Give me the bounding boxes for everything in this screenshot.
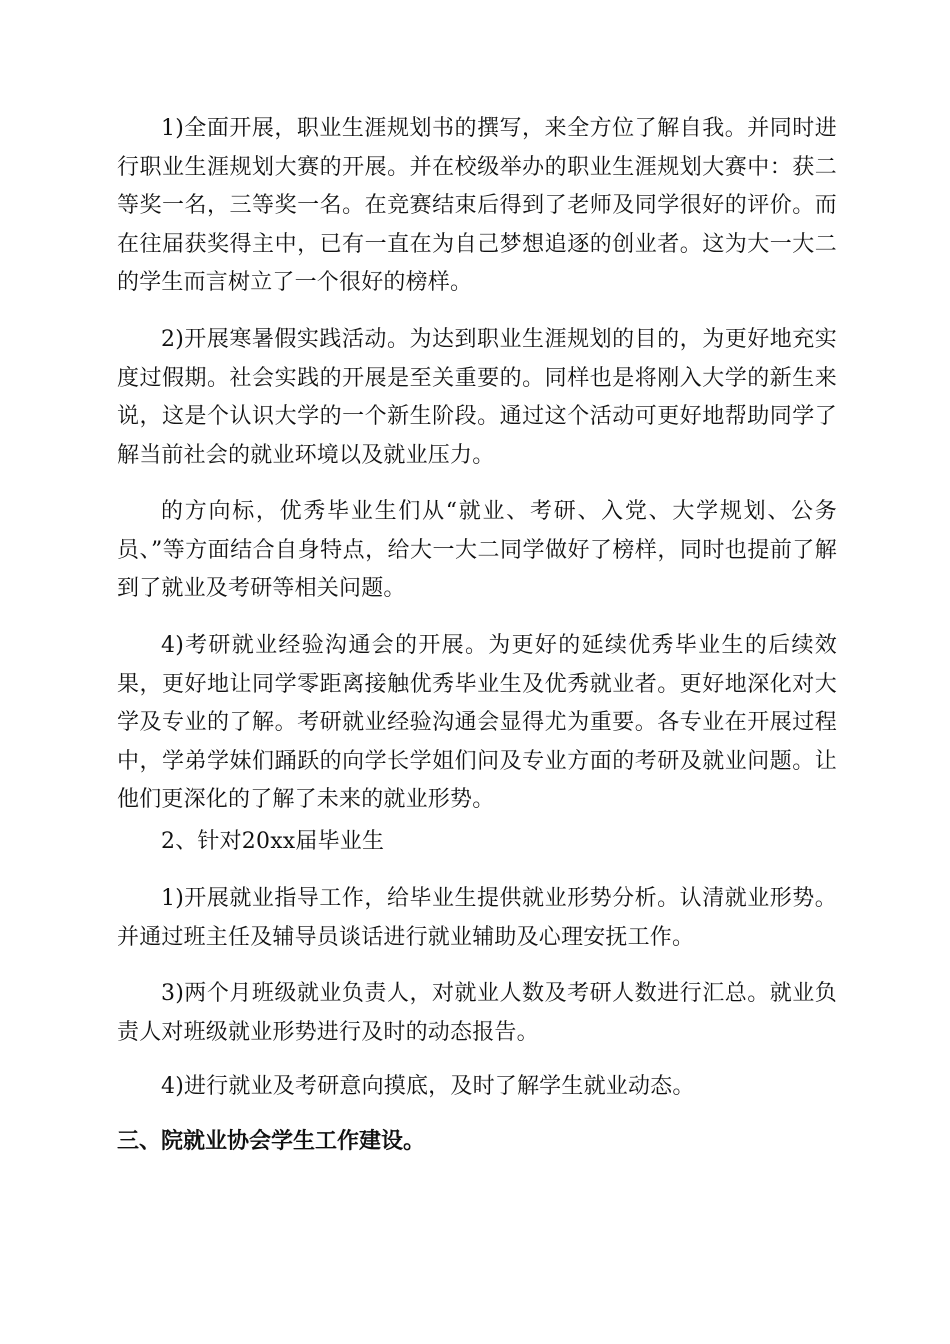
paragraph-vacation-practice: 2)开展寒暑假实践活动。为达到职业生涯规划的目的，为更好地充实度过假期。社会实践的开展是至关重要的。同样也是将刚入大学的新生来说，这是个认识大学的一个新生阶段。通过这个活动可更好地帮助同学了解当前社会的就业环境以及就业压力。 (117, 327, 837, 468)
paragraph-exchange-meeting: 4)考研就业经验沟通会的开展。为更好的延续优秀毕业生的后续效果，更好地让同学零距离接触优秀毕业生及优秀就业者。更好地深化对大学及专业的了解。考研就业经验沟通会显得尤为重要。各专业在开展过程中，学弟学妹们踊跃的向学长学姐们问及专业方面的考研及就业问题。让他们更深化的了解了未来的就业形势。 (117, 633, 837, 812)
paragraph-section-graduates: 2、针对20xx届毕业生 (161, 829, 385, 854)
paragraph-career-planning: 1)全面开展，职业生涯规划书的撰写，来全方位了解自我。并同时进行职业生涯规划大赛的开展。并在校级举办的职业生涯规划大赛中：获二等奖一名，三等奖一名。在竞赛结束后得到了老师及同学很好的评价。而在往届获奖得主中，已有一直在为自己梦想追逐的创业者。这为大一大二的学生而言树立了一个很好的榜样。 (117, 116, 837, 295)
paragraph-graduate-guidance: 的方向标，优秀毕业生们从“就业、考研、入党、大学规划、公务员、”等方面结合自身特点，给大一大二同学做好了榜样，同时也提前了解到了就业及考研等相关问题。 (117, 499, 837, 601)
paragraph-intention-survey: 4)进行就业及考研意向摸底，及时了解学生就业动态。 (161, 1074, 695, 1099)
paragraph-class-reporting: 3)两个月班级就业负责人，对就业人数及考研人数进行汇总。就业负责人对班级就业形势进行及时的动态报告。 (117, 981, 837, 1045)
section-heading: 三、院就业协会学生工作建设。 (117, 1129, 426, 1154)
paragraph-employment-guidance: 1)开展就业指导工作，给毕业生提供就业形势分析。认清就业形势。并通过班主任及辅导员谈话进行就业辅助及心理安抚工作。 (117, 886, 837, 950)
